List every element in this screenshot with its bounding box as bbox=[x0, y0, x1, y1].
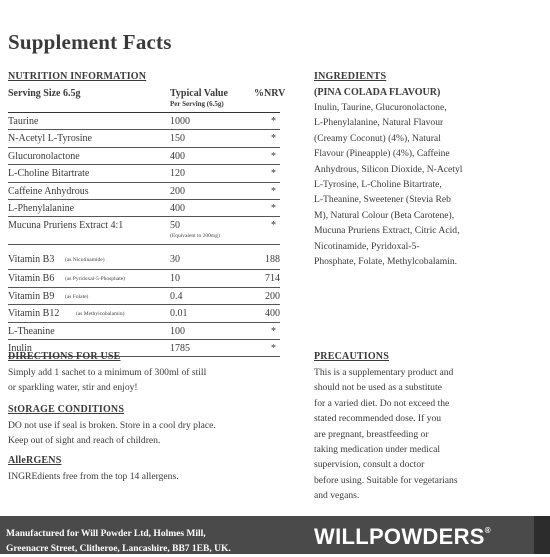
nutrition-row bbox=[8, 245, 280, 270]
text-line: and vegans. bbox=[314, 490, 360, 502]
per-serving-header: Per Serving (6.5g) bbox=[170, 100, 224, 108]
nutrient-value: 10 bbox=[170, 273, 180, 285]
precautions-heading: PRECAUTIONS bbox=[314, 351, 389, 362]
registered-mark: ® bbox=[484, 526, 491, 535]
nutrient-form-note: (as Nicotinamide) bbox=[65, 257, 105, 264]
text-line: for a varied diet. Do not exceed the bbox=[314, 397, 450, 409]
text-line: INGREdients free from the top 14 allergens. bbox=[8, 471, 179, 482]
nutrition-header-row bbox=[8, 86, 286, 113]
address-line-1: Manufactured for Will Powder Ltd, Holmes Mill, bbox=[6, 529, 206, 539]
storage-heading: StORAGE CONDITIONS bbox=[8, 404, 125, 415]
ingredients-flavour: (PINA COLADA FLAVOUR) bbox=[314, 87, 441, 98]
nutrient-nrv: * bbox=[271, 116, 276, 127]
ingredients-list bbox=[314, 100, 484, 269]
nutrient-value: 1000 bbox=[170, 116, 190, 127]
nutrient-name: N-Acetyl L-Tyrosine bbox=[8, 133, 92, 145]
text-line: DO not use if seal is broken. Store in a cool dry place. bbox=[8, 420, 216, 431]
manufacturer-address bbox=[6, 527, 231, 557]
nutrient-value: 150 bbox=[170, 133, 185, 145]
nutrient-nrv: 188 bbox=[265, 254, 280, 266]
storage-text bbox=[8, 418, 280, 449]
text-line: Nicotinamide, Pyridoxal-5- bbox=[314, 240, 420, 252]
nutrient-form-note: (as Methylcobalamin) bbox=[76, 311, 125, 318]
brand-logo-text: WILLPOWDERS bbox=[314, 524, 485, 549]
text-line: This is a supplementary product and bbox=[314, 367, 454, 378]
nutrient-value-note: (Equivalent to 200mg) bbox=[170, 233, 220, 240]
nutrition-row bbox=[8, 113, 280, 130]
nutrient-name: Vitamin B3 bbox=[8, 254, 55, 266]
text-line: L-Tyrosine, L-Choline Bitartrate, bbox=[314, 179, 442, 191]
text-line: Phosphate, Folate, Methylcobalamin. bbox=[314, 256, 458, 268]
nutrient-name: L-Choline Bitartrate bbox=[8, 168, 90, 180]
nutrient-nrv: 400 bbox=[265, 308, 280, 320]
ingredients-heading: INGREDIENTS bbox=[314, 71, 387, 82]
nutrient-value: 100 bbox=[170, 325, 185, 337]
nutrient-value: 1785 bbox=[170, 343, 190, 354]
nutrition-row bbox=[8, 305, 280, 322]
typical-value-header: Typical Value bbox=[170, 88, 228, 99]
nutrient-name: Vitamin B9 bbox=[8, 290, 55, 302]
text-line: supervision, consult a doctor bbox=[314, 459, 425, 471]
nutrient-value: 0.4 bbox=[170, 290, 183, 302]
allergens-heading: AlleRGENS bbox=[8, 455, 62, 466]
nutrient-nrv: * bbox=[271, 343, 276, 354]
nutrition-row bbox=[8, 148, 280, 165]
nutrient-nrv: 714 bbox=[265, 273, 280, 285]
text-line: (Creamy Coconut) (4%), Natural bbox=[314, 132, 441, 144]
directions-heading: DIRECTIONS FOR USE bbox=[8, 351, 121, 362]
precautions-text bbox=[314, 365, 484, 504]
nutrient-nrv: * bbox=[271, 168, 276, 180]
nutrient-name: Mucuna Pruriens Extract 4:1 bbox=[8, 220, 124, 232]
nutrient-nrv: * bbox=[271, 150, 276, 162]
nutrient-name: L-Phenylalanine bbox=[8, 203, 75, 214]
nutrition-row bbox=[8, 165, 280, 182]
nutrition-row bbox=[8, 217, 280, 245]
text-line: Inulin, Taurine, Glucuronolactone, bbox=[314, 102, 447, 113]
nutrient-form-note: (as Pyridoxal-5-Phosphate) bbox=[65, 276, 126, 283]
text-line: Keep out of sight and reach of children. bbox=[8, 435, 161, 447]
text-line: before using. Suitable for vegetarians bbox=[314, 474, 458, 486]
nutrition-row bbox=[8, 130, 280, 147]
nrv-header: %NRV bbox=[254, 88, 286, 99]
nutrient-nrv: 200 bbox=[265, 290, 280, 302]
nutrient-value: 200 bbox=[170, 185, 185, 197]
nutrient-nrv: * bbox=[271, 133, 276, 145]
nutrient-name: Inulin bbox=[8, 343, 32, 354]
text-line: or sparkling water, stir and enjoy! bbox=[8, 382, 138, 394]
brand-logo bbox=[314, 524, 491, 550]
directions-text bbox=[8, 365, 280, 396]
nutrition-row bbox=[8, 270, 280, 287]
nutrient-name: Vitamin B12 bbox=[8, 308, 60, 320]
text-line: Simply add 1 sachet to a minimum of 300ml of still bbox=[8, 367, 207, 378]
nutrient-value: 400 bbox=[170, 203, 185, 214]
text-line: are pregnant, breastfeeding or bbox=[314, 428, 429, 440]
text-line: M), Natural Colour (Beta Carotene), bbox=[314, 209, 455, 221]
nutrient-name: L-Theanine bbox=[8, 325, 55, 337]
nutrition-row bbox=[8, 288, 280, 305]
text-line: should not be used as a substitute bbox=[314, 382, 442, 394]
page-title: Supplement Facts bbox=[8, 30, 172, 54]
nutrient-nrv: * bbox=[271, 185, 276, 197]
nutrient-nrv: * bbox=[271, 325, 276, 337]
nutrient-value: 120 bbox=[170, 168, 185, 180]
footer-stripe bbox=[534, 516, 550, 554]
nutrition-row bbox=[8, 183, 280, 200]
text-line: L-Phenylalanine, Natural Flavour bbox=[314, 117, 444, 129]
text-line: Flavour (Pineapple) (4%), Caffeine bbox=[314, 148, 450, 160]
nutrient-value: 50 bbox=[170, 220, 180, 232]
nutrient-name: Caffeine Anhydrous bbox=[8, 185, 89, 197]
nutrient-form-note: (as Folate) bbox=[65, 293, 89, 300]
nutrition-heading: NUTRITION INFORMATION bbox=[8, 71, 147, 82]
nutrient-name: Taurine bbox=[8, 116, 39, 127]
text-line: L-Theanine, Sweetener (Stevia Reb bbox=[314, 194, 451, 206]
text-line: Anhydrous, Silicon Dioxide, N-Acetyl bbox=[314, 163, 463, 175]
allergens-text bbox=[8, 469, 280, 484]
serving-size-label: Serving Size 6.5g bbox=[8, 88, 81, 99]
nutrient-name: Glucuronolactone bbox=[8, 150, 80, 162]
footer-bar bbox=[0, 516, 550, 554]
text-line: Mucuna Pruriens Extract, Citric Acid, bbox=[314, 225, 460, 237]
nutrition-row bbox=[8, 200, 280, 217]
text-line: stated recommended dose. If you bbox=[314, 413, 442, 425]
nutrient-name: Vitamin B6 bbox=[8, 273, 55, 285]
nutrient-nrv: * bbox=[271, 203, 276, 214]
text-line: taking medication under medical bbox=[314, 444, 441, 456]
nutrition-row bbox=[8, 323, 280, 340]
nutrient-value: 30 bbox=[170, 254, 180, 266]
nutrient-value: 0.01 bbox=[170, 308, 188, 320]
nutrient-value: 400 bbox=[170, 150, 185, 162]
address-line-2: Greenacre Street, Clitheroe, Lancashire, BB7 1EB, UK. bbox=[6, 544, 231, 554]
nutrient-nrv: * bbox=[271, 220, 276, 232]
